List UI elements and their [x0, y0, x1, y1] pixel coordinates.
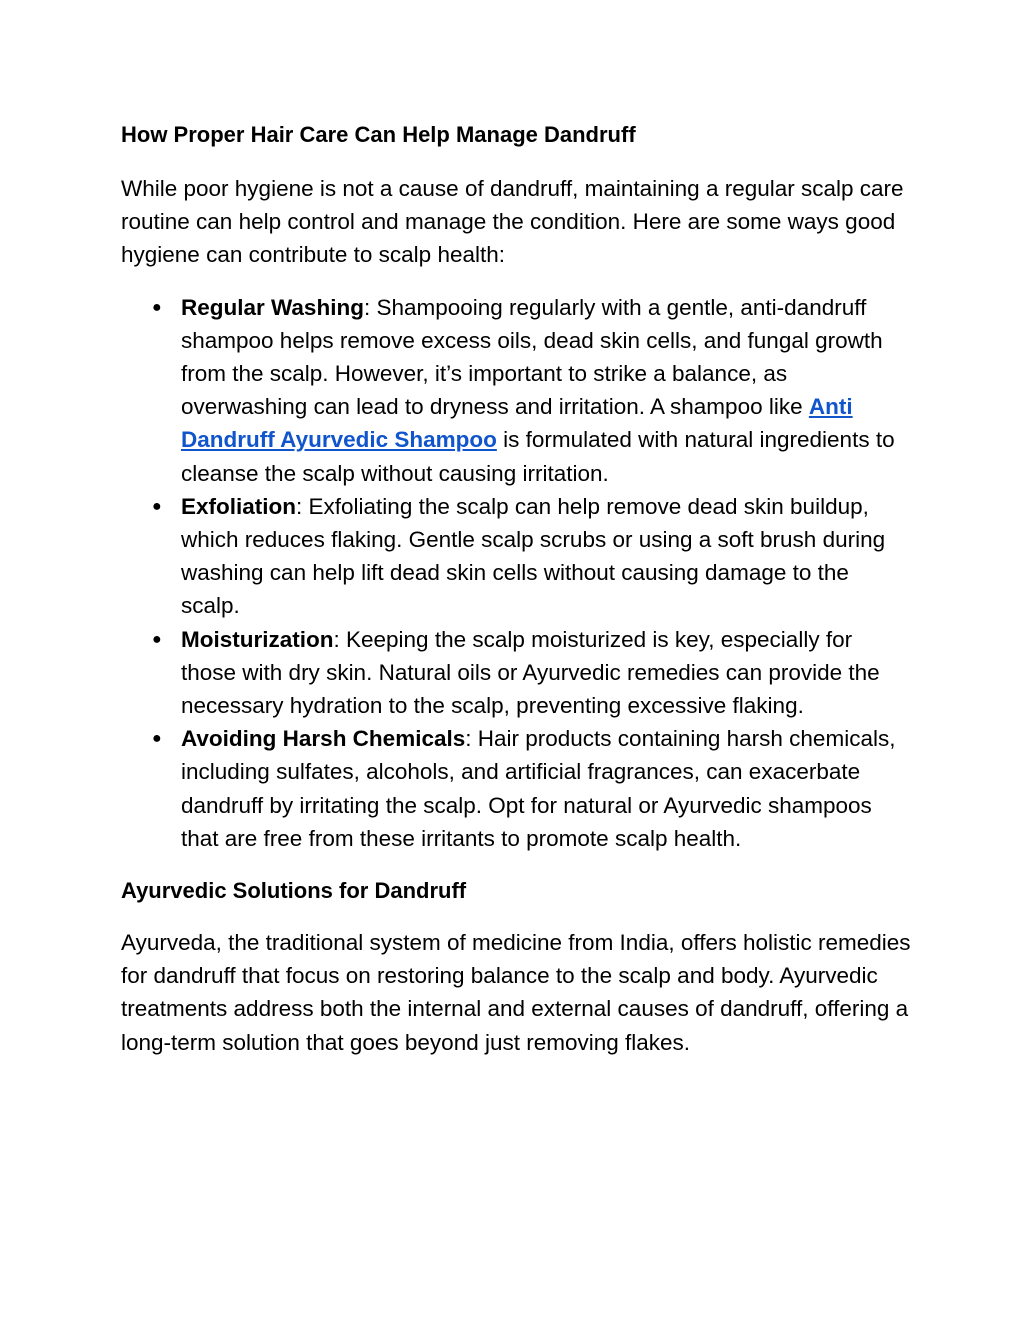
section-heading-hair-care: How Proper Hair Care Can Help Manage Dandruff — [121, 122, 636, 147]
list-item-regular-washing — [152, 291, 911, 490]
bullet-icon: ● — [152, 298, 162, 316]
list-item-text: : Keeping the scalp moisturized is key, especially for those with dry skin. Natural oils or Ayurvedic remedies can provide the necessary hydration to the scalp, preventing excessive flaking. — [181, 626, 880, 719]
list-item-title: Moisturization — [181, 626, 334, 652]
bullet-icon: ● — [152, 730, 162, 748]
list-item-text: : Exfoliating the scalp can help remove dead skin buildup, which reduces flaking. Gentle scalp scrubs or using a soft brush during washing can help lift dead skin cells without causing damage to the scalp. — [181, 493, 886, 619]
ayurveda-paragraph: Ayurveda, the traditional system of medicine from India, offers holistic remedies for dandruff that focus on restoring balance to the scalp and body. Ayurvedic treatments address both the internal and external causes of dandruff, offering a long-term solution that goes beyond just removing flakes. — [121, 930, 911, 1055]
list-item-title: Exfoliation — [181, 493, 297, 519]
list-item-avoiding-harsh-chemicals — [152, 722, 911, 855]
list-item-text: : Hair products containing harsh chemicals, including sulfates, alcohols, and artificial fragrances, can exacerbate dandruff by irritating the scalp. Opt for natural or Ayurvedic shampoos that are free from these irritants to promote scalp health. — [181, 726, 896, 851]
list-item-text: is formulated with natural ingredients to cleanse the scalp without causing irritation. — [181, 427, 895, 486]
list-item-moisturization — [152, 623, 911, 723]
list-item-title: Regular Washing — [181, 294, 364, 320]
bullet-icon: ● — [152, 497, 162, 515]
list-item-text: : Shampooing regularly with a gentle, anti-dandruff shampoo helps remove excess oils, dead skin cells, and fungal growth from the scalp. However, it’s important to strike a balance, as overwashing can lead to dryness and irritation. A shampoo like — [181, 294, 883, 420]
bullet-icon: ● — [152, 630, 162, 648]
anti-dandruff-shampoo-link[interactable]: Anti Dandruff Ayurvedic Shampoo — [181, 394, 853, 453]
list-item-exfoliation — [152, 490, 911, 623]
list-item-title: Avoiding Harsh Chemicals — [181, 726, 466, 752]
section-heading-ayurvedic-solutions: Ayurvedic Solutions for Dandruff — [121, 878, 467, 904]
hygiene-tips-list — [121, 291, 911, 855]
document-page — [121, 118, 911, 1059]
intro-paragraph: While poor hygiene is not a cause of dandruff, maintaining a regular scalp care routine can help control and manage the condition. Here are some ways good hygiene can contribute to scalp health: — [121, 176, 904, 268]
